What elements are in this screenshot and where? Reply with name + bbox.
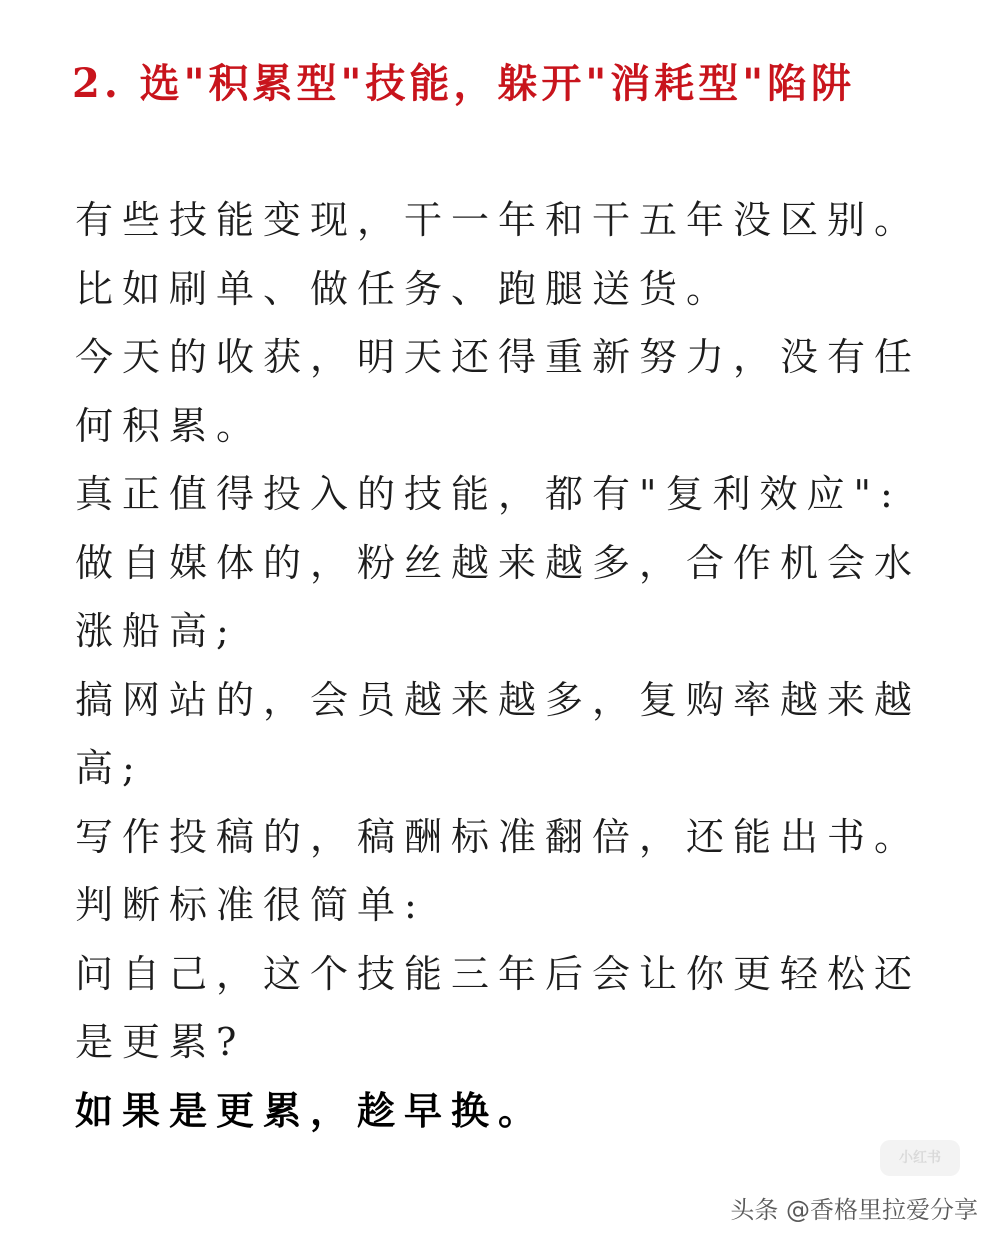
text-line: 问自己，这个技能三年后会让你更轻松还	[75, 951, 922, 996]
text-line: 今天的收获，明天还得重新努力，没有任	[75, 335, 922, 379]
article-body	[75, 186, 955, 1145]
source-watermark: 头条 @香格里拉爱分享	[730, 1196, 978, 1224]
conclusion-line: 如果是更累，趁早换。	[75, 1087, 546, 1133]
platform-badge: 小红书	[880, 1140, 960, 1176]
section-heading: 2. 选"积累型"技能，躲开"消耗型"陷阱	[72, 60, 856, 107]
text-line: 涨船高;	[75, 609, 238, 653]
text-line: 何积累。	[75, 403, 264, 448]
text-line: 真正值得投入的技能，都有"复利效应":	[75, 472, 902, 516]
text-line: 高;	[75, 746, 144, 790]
text-line: 写作投稿的，稿酬标准翻倍，还能出书。	[75, 814, 922, 859]
text-line: 比如刷单、做任务、跑腿送货。	[75, 266, 734, 311]
text-line: 有些技能变现，干一年和干五年没区别。	[75, 198, 922, 242]
text-line: 是更累?	[75, 1020, 246, 1064]
text-line: 搞网站的，会员越来越多，复购率越来越	[75, 677, 922, 722]
text-line: 判断标准很简单:	[75, 883, 426, 927]
text-line: 做自媒体的，粉丝越来越多，合作机会水	[75, 540, 922, 585]
